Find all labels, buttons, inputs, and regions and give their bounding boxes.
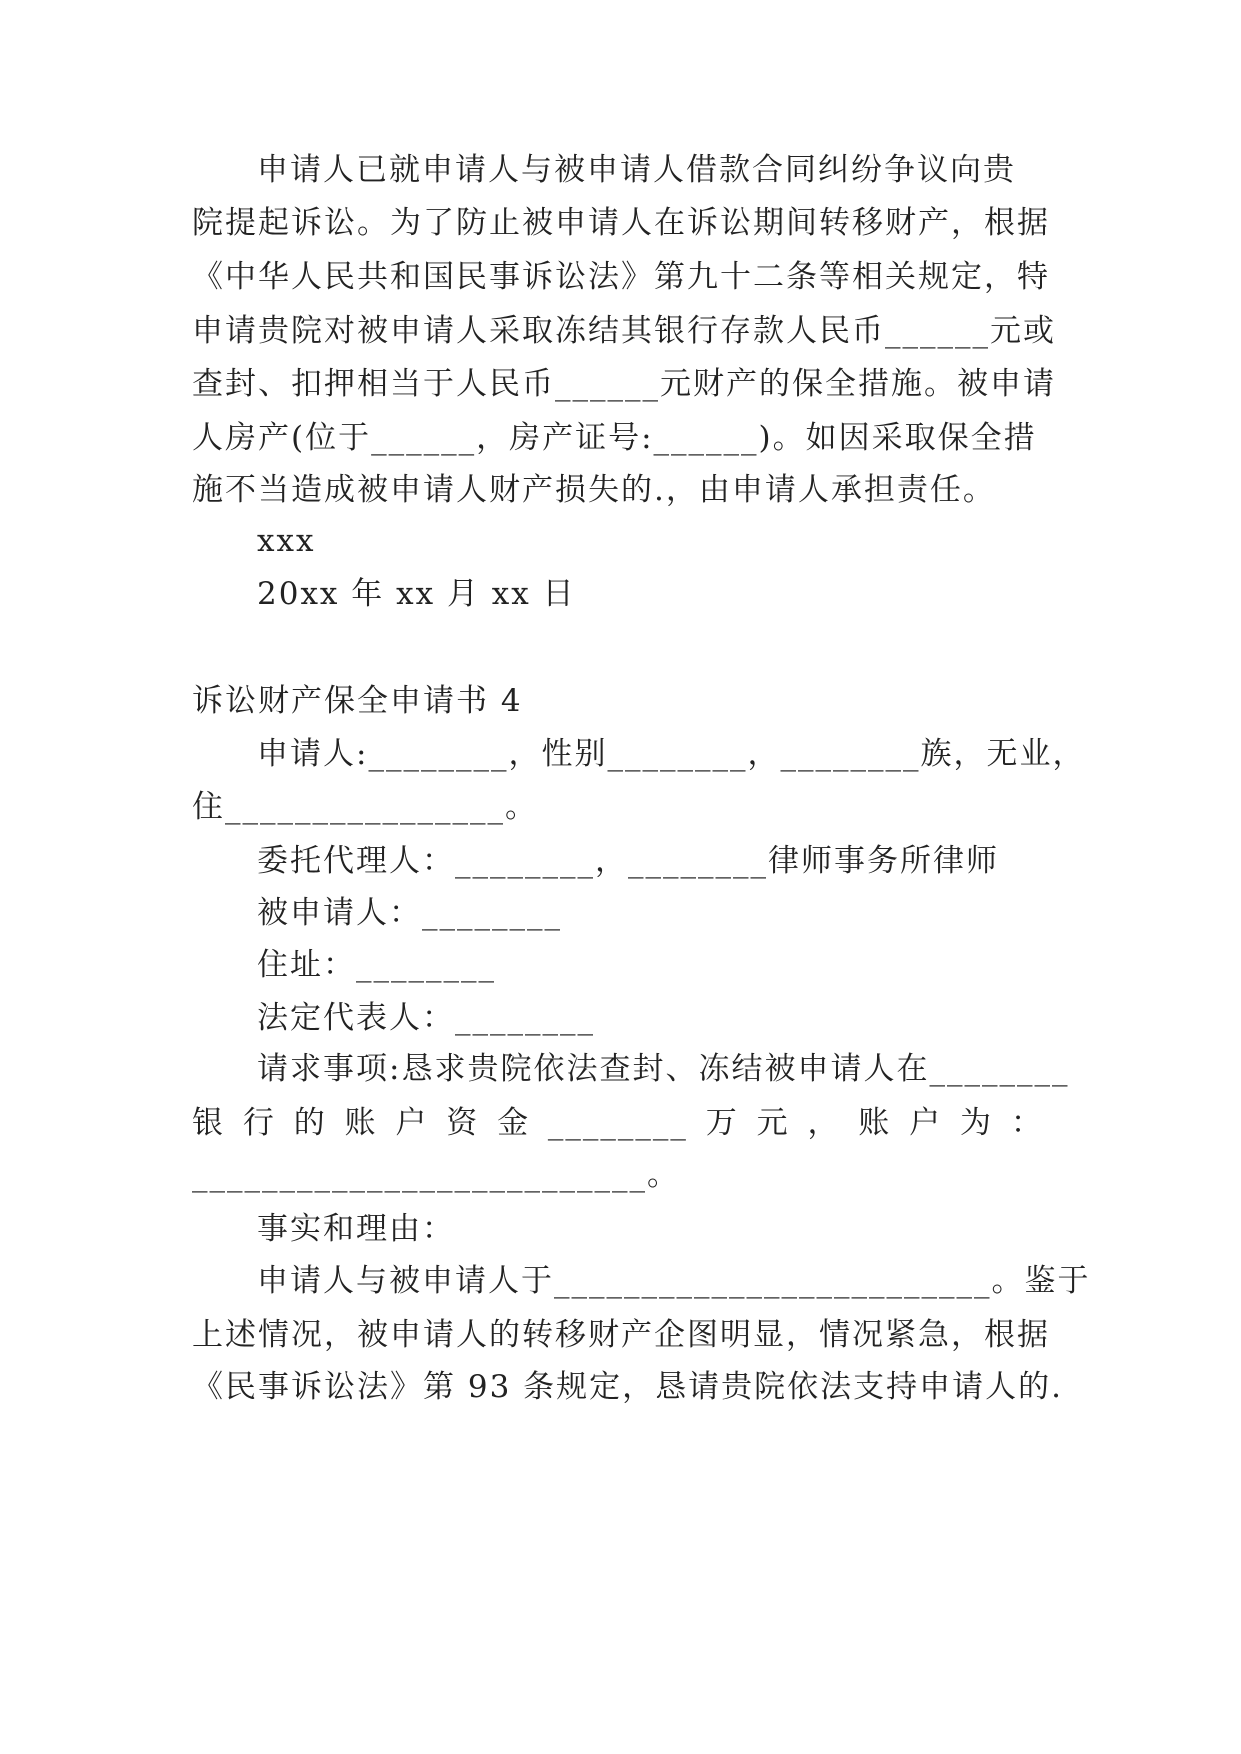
request-line-3: __________________________。	[192, 1157, 680, 1193]
request-word: 的	[293, 1105, 327, 1141]
request-word: 账	[344, 1105, 378, 1141]
request-word: ：	[1010, 1105, 1044, 1141]
paragraph1-line-4: 申请贵院对被申请人采取冻结其银行存款人民币______元或	[192, 313, 1056, 349]
request-word: 账	[858, 1105, 892, 1141]
paragraph1-line-3: 《中华人民共和国民事诉讼法》第九十二条等相关规定，特	[192, 259, 1050, 295]
request-word: 银	[192, 1105, 225, 1141]
request-word: 户	[395, 1105, 429, 1141]
request-word: 户	[909, 1105, 943, 1141]
request-line-2	[192, 1103, 1044, 1143]
request-word: ________	[547, 1105, 688, 1141]
applicant-line-2: 住________________。	[192, 789, 538, 825]
request-word: 资	[446, 1105, 480, 1141]
request-word: 为	[959, 1105, 993, 1141]
paragraph1-line-1: 申请人已就申请人与被申请人借款合同纠纷争议向贵	[257, 152, 1016, 188]
facts-line-3: 《民事诉讼法》第 93 条规定，恳请贵院依法支持申请人的.	[192, 1369, 1064, 1405]
request-line-1: 请求事项:恳求贵院依法查封、冻结被申请人在________	[257, 1051, 1070, 1087]
request-word: 金	[497, 1105, 531, 1141]
paragraph1-line-5: 查封、扣押相当于人民币______元财产的保全措施。被申请	[192, 366, 1056, 402]
facts-line-2: 上述情况，被申请人的转移财产企图明显，情况紧急，根据	[192, 1317, 1050, 1353]
request-word: 行	[242, 1105, 276, 1141]
respondent-line: 被申请人：________	[257, 895, 562, 931]
legal-rep-line: 法定代表人：________	[257, 1000, 595, 1036]
facts-heading: 事实和理由：	[257, 1211, 455, 1247]
address-line: 住址：________	[257, 947, 496, 983]
section-title: 诉讼财产保全申请书 4	[192, 683, 523, 719]
facts-line-1: 申请人与被申请人于_________________________。鉴于	[257, 1263, 1091, 1299]
request-word: 元	[756, 1105, 790, 1141]
paragraph1-line-2: 院提起诉讼。为了防止被申请人在诉讼期间转移财产，根据	[192, 205, 1050, 241]
date: 20xx 年 xx 月 xx 日	[257, 576, 576, 612]
request-word: 万	[705, 1105, 739, 1141]
request-word: ，	[807, 1105, 841, 1141]
signature: xxx	[257, 523, 316, 559]
paragraph1-line-7: 施不当造成被申请人财产损失的.，由申请人承担责任。	[192, 472, 996, 508]
agent-line: 委托代理人：________，________律师事务所律师	[257, 843, 999, 879]
paragraph1-line-6: 人房产(位于______，房产证号:______)。如因采取保全措	[192, 420, 1037, 456]
applicant-line-1: 申请人:________，性别________，________族，无业，	[257, 736, 1086, 772]
